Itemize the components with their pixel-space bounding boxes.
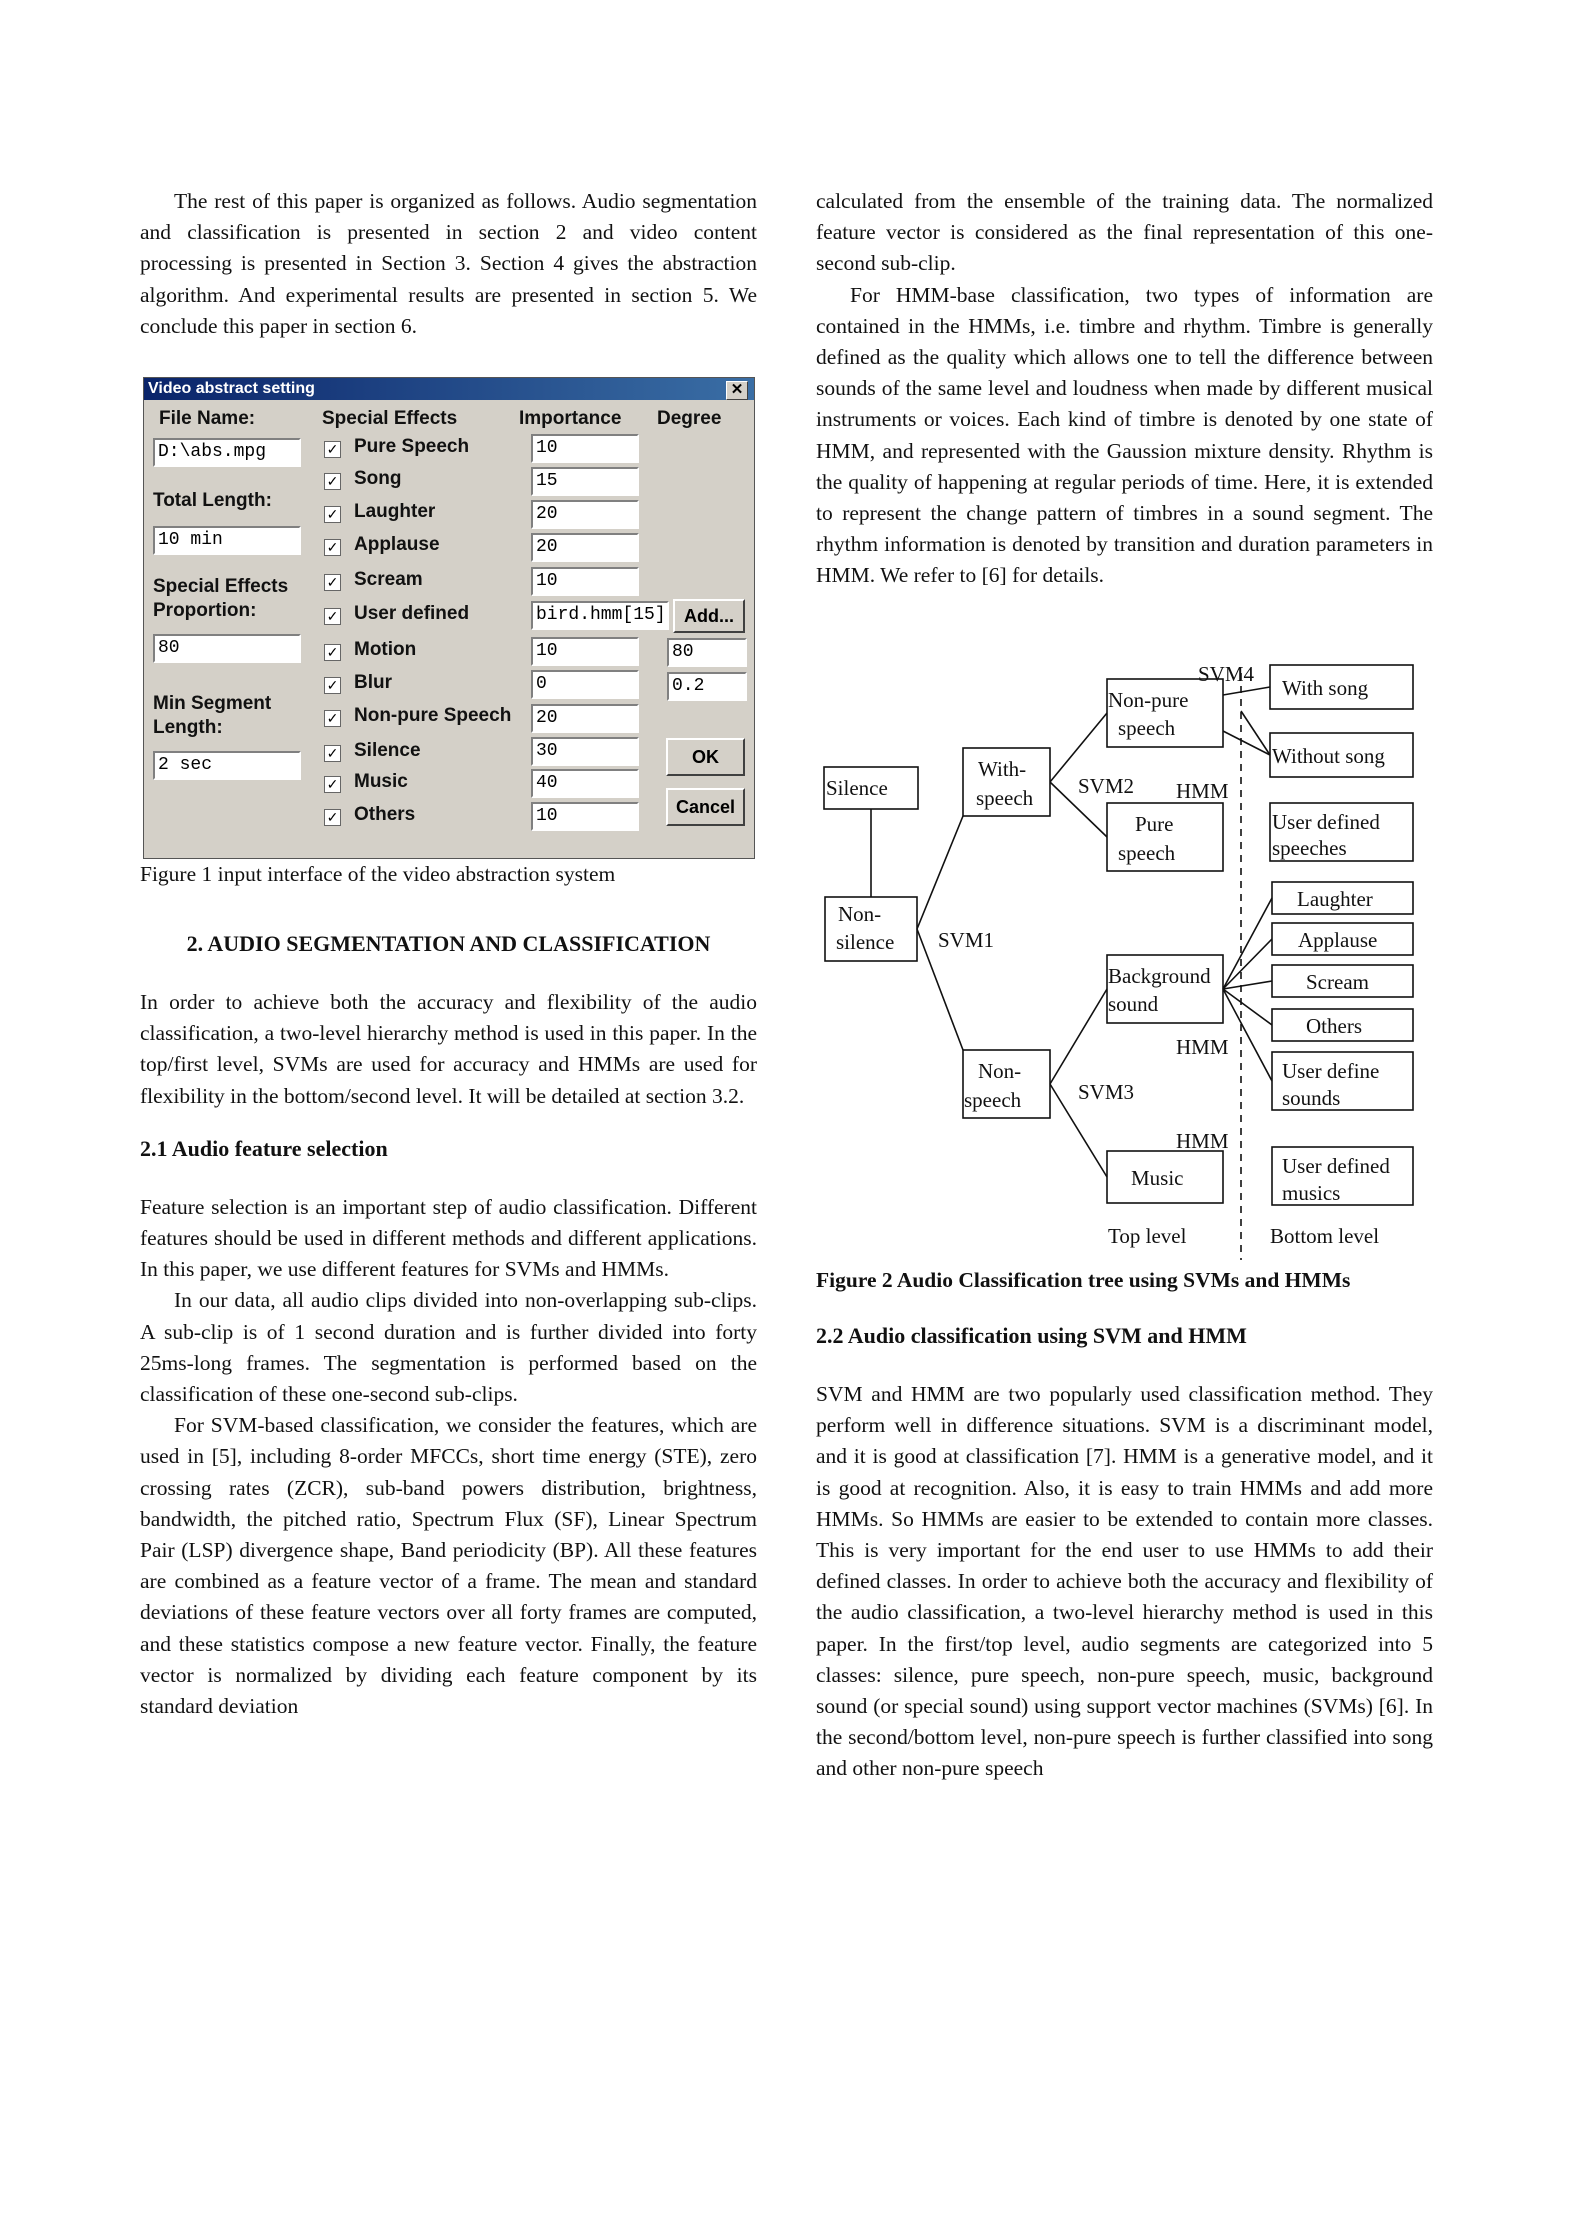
importance-field-pure-speech[interactable]: 10 bbox=[531, 434, 639, 463]
col-importance: Importance bbox=[519, 408, 622, 429]
label-silence: Silence bbox=[826, 776, 888, 800]
video-abstract-dialog bbox=[143, 377, 755, 859]
dialog-title: Video abstract setting bbox=[148, 380, 315, 397]
label-pure-1: Pure bbox=[1135, 812, 1174, 836]
importance-field-silence[interactable]: 30 bbox=[531, 737, 639, 766]
close-icon[interactable]: ✕ bbox=[726, 381, 748, 400]
total-length-field[interactable]: 10 min bbox=[153, 526, 301, 555]
label-background-1: Background bbox=[1108, 964, 1211, 988]
importance-field-applause[interactable]: 20 bbox=[531, 533, 639, 562]
edge-svm1-withspeech bbox=[917, 816, 963, 929]
label-scream: Scream bbox=[1306, 970, 1369, 994]
checkbox-others[interactable]: ✓ bbox=[324, 809, 341, 826]
checkbox-silence[interactable]: ✓ bbox=[324, 745, 341, 762]
label-with-song: With song bbox=[1282, 676, 1369, 700]
label-svm1: SVM1 bbox=[938, 928, 995, 952]
effect-label-laughter: Laughter bbox=[354, 501, 436, 522]
section2-paragraph: In order to achieve both the accuracy and flexibility of the audio classification, a two-level hierarchy method is used in this paper. In the top/first level, SVMs are used for accuracy and HMMs are used for flexibility in the bottom/second level. It will be detailed at section 3.2. bbox=[140, 990, 757, 1108]
label-nonpure-2: speech bbox=[1118, 716, 1176, 740]
importance-field-laughter[interactable]: 20 bbox=[531, 500, 639, 529]
checkbox-music[interactable]: ✓ bbox=[324, 776, 341, 793]
label-withspeech-1: With- bbox=[978, 757, 1027, 781]
right-paragraph-1: calculated from the ensemble of the training data. The normalized feature vector is considered as the final representation of this one-second sub-clip. bbox=[816, 189, 1433, 276]
intro-paragraph: The rest of this paper is organized as follows. Audio segmentation and classification is presented in section 2 and video content processing is presented in Section 3. Section 4 gives the abstraction algorithm. And experimental results are presented in section 5. We conclude this paper in section 6. bbox=[140, 189, 757, 338]
effect-label-user-defined: User defined bbox=[354, 603, 470, 624]
effect-label-others: Others bbox=[354, 804, 416, 825]
label-hmm-speech: HMM bbox=[1176, 779, 1229, 803]
label-svm3: SVM3 bbox=[1078, 1080, 1135, 1104]
label-nonspeech-1: Non- bbox=[978, 1059, 1022, 1083]
importance-field-non-pure-speech[interactable]: 20 bbox=[531, 704, 639, 733]
effect-label-scream: Scream bbox=[354, 569, 423, 590]
label-user-sounds-1: User define bbox=[1282, 1059, 1380, 1083]
label-applause: Applause bbox=[1298, 928, 1378, 952]
label-nonspeech-2: speech bbox=[964, 1088, 1022, 1112]
importance-field-music[interactable]: 40 bbox=[531, 769, 639, 798]
importance-field-others[interactable]: 10 bbox=[531, 802, 639, 831]
label-user-speeches-2: speeches bbox=[1272, 836, 1347, 860]
section21-paragraph-2: In our data, all audio clips divided into non-overlapping sub-clips. A sub-clip is of 1 second duration and is further divided into forty 25ms-long frames. The segmentation is performed based on the classification of these one-second sub-clips. bbox=[140, 1288, 757, 1407]
audio-classification-tree bbox=[816, 655, 1436, 1260]
special-effects-proportion-label-2: Proportion: bbox=[153, 600, 257, 621]
checkbox-song[interactable]: ✓ bbox=[324, 473, 341, 490]
importance-field-song[interactable]: 15 bbox=[531, 467, 639, 496]
effect-label-non-pure-speech: Non-pure Speech bbox=[354, 705, 512, 726]
effect-label-pure-speech: Pure Speech bbox=[354, 436, 470, 457]
file-name-label: File Name: bbox=[159, 408, 256, 429]
importance-field-user-defined[interactable]: bird.hmm[15] bbox=[531, 601, 669, 630]
checkbox-pure-speech[interactable]: ✓ bbox=[324, 441, 341, 458]
label-nonpure-1: Non-pure bbox=[1108, 688, 1189, 712]
left-column-lower bbox=[140, 862, 757, 1722]
total-length-label: Total Length: bbox=[153, 490, 272, 511]
effect-label-song: Song bbox=[354, 468, 402, 489]
right-paragraph-2: For HMM-base classification, two types of information are contained in the HMMs, i.e. timbre and rhythm. Timbre is generally defined as the quality which allows one to tell the difference between sounds of the same level and loudness when made by different musical instruments or voices. Each kind of timbre is denoted by one state of HMM, and represented with the Gaussion mixture density. Rhythm is the quality of happening at regular periods of time. Here, it is extended to represent the change pattern of timbres in a sound segment. The rhythm information is denoted by transition and duration parameters in HMM. We refer to [6] for details. bbox=[816, 282, 1433, 588]
label-laughter: Laughter bbox=[1297, 887, 1373, 911]
cancel-button[interactable]: Cancel bbox=[666, 788, 745, 826]
importance-field-blur[interactable]: 0 bbox=[531, 670, 639, 699]
section21-paragraph-1: Feature selection is an important step of audio classification. Different features should be used in different methods and different applications. In this paper, we use different features for SVMs and HMMs. bbox=[140, 1194, 757, 1282]
checkbox-laughter[interactable]: ✓ bbox=[324, 506, 341, 523]
effect-label-motion: Motion bbox=[354, 639, 417, 660]
effect-label-silence: Silence bbox=[354, 740, 421, 761]
right-column-lower bbox=[816, 1268, 1433, 1785]
checkbox-non-pure-speech[interactable]: ✓ bbox=[324, 710, 341, 727]
effect-label-blur: Blur bbox=[354, 672, 392, 693]
figure2-caption: Figure 2 Audio Classification tree using SVMs and HMMs bbox=[816, 1268, 1351, 1292]
checkbox-blur[interactable]: ✓ bbox=[324, 677, 341, 694]
edge-user-sounds bbox=[1223, 989, 1272, 1081]
edge-svm2-nonpure bbox=[1050, 713, 1107, 782]
label-background-2: sound bbox=[1108, 992, 1159, 1016]
label-nonsilence-1: Non- bbox=[838, 902, 882, 926]
label-top-level: Top level bbox=[1108, 1224, 1187, 1248]
section21-paragraph-3: For SVM-based classification, we consider the features, which are used in [5], including 8-order MFCCs, short time energy (STE), zero crossing rates (ZCR), sub-band powers distribution, brightness, bandwidth, the pitched ratio, Spectrum Flux (SF), Linear Spectrum Pair (LSP) divergence shape, Band periodicity (BP). All these features are combined as a feature vector of a frame. The mean and standard deviations of these feature vectors over all forty frames are computed, and these statistics compose a new feature vector. Finally, the feature vector is normalized by dividing each feature component by its standard deviation bbox=[140, 1413, 757, 1719]
checkbox-motion[interactable]: ✓ bbox=[324, 644, 341, 661]
label-user-musics-1: User defined bbox=[1282, 1154, 1390, 1178]
label-music: Music bbox=[1131, 1166, 1184, 1190]
file-name-field[interactable]: D:\abs.mpg bbox=[153, 438, 301, 467]
min-segment-label: Min Segment bbox=[153, 693, 272, 714]
section22-paragraph: SVM and HMM are two popularly used classification method. They perform well in difference situations. SVM is a discriminant model, and it is good at classification [7]. HMM is a generative model, and it is good at recognition. Also, it is easy to train HMMs and add more HMMs. So HMMs are easier to be extended to contain more classes. This is very important for the end user to use HMMs to add their defined classes. In order to achieve both the accuracy and flexibility of the audio classification, a two-level hierarchy method is used in this paper. In the first/top level, audio segments are categorized into 5 classes: silence, pure speech, non-pure speech, music, background sound (or special sound) using support vector machines (SVMs) [6]. In the second/bottom level, non-pure speech is further classified into song and other non-pure speech bbox=[816, 1382, 1433, 1781]
importance-field-motion[interactable]: 10 bbox=[531, 637, 639, 666]
label-others: Others bbox=[1306, 1014, 1362, 1038]
degree-field-blur[interactable]: 0.2 bbox=[667, 672, 747, 701]
label-bottom-level: Bottom level bbox=[1270, 1224, 1380, 1248]
col-degree: Degree bbox=[657, 408, 722, 429]
section21-heading: 2.1 Audio feature selection bbox=[140, 1135, 388, 1161]
label-user-speeches-1: User defined bbox=[1272, 810, 1380, 834]
section2-heading: 2. AUDIO SEGMENTATION AND CLASSIFICATION bbox=[186, 931, 711, 956]
add-button[interactable]: Add... bbox=[673, 599, 745, 633]
right-column bbox=[816, 186, 1433, 592]
checkbox-applause[interactable]: ✓ bbox=[324, 539, 341, 556]
label-without-song: Without song bbox=[1272, 744, 1385, 768]
label-user-musics-2: musics bbox=[1282, 1181, 1341, 1205]
checkbox-user-defined[interactable]: ✓ bbox=[324, 608, 341, 625]
special-effects-proportion-field[interactable]: 80 bbox=[153, 634, 301, 663]
edge-laughter bbox=[1223, 898, 1272, 989]
edge-with-song bbox=[1223, 687, 1270, 695]
effect-label-music: Music bbox=[354, 771, 408, 792]
special-effects-proportion-label: Special Effects bbox=[153, 576, 289, 597]
min-segment-label-2: Length: bbox=[153, 717, 223, 738]
effect-label-applause: Applause bbox=[354, 534, 440, 555]
label-hmm-sound: HMM bbox=[1176, 1035, 1229, 1059]
edge-svm3-background bbox=[1050, 989, 1107, 1084]
min-segment-field[interactable]: 2 sec bbox=[153, 751, 301, 780]
importance-field-scream[interactable]: 10 bbox=[531, 567, 639, 596]
left-column bbox=[140, 186, 757, 342]
label-user-sounds-2: sounds bbox=[1282, 1086, 1341, 1110]
label-svm2: SVM2 bbox=[1078, 774, 1135, 798]
label-pure-2: speech bbox=[1118, 841, 1176, 865]
label-hmm-music: HMM bbox=[1176, 1129, 1229, 1153]
section22-heading: 2.2 Audio classification using SVM and HMM bbox=[816, 1323, 1247, 1348]
degree-field-motion[interactable]: 80 bbox=[667, 638, 747, 667]
label-withspeech-2: speech bbox=[976, 786, 1034, 810]
ok-button[interactable]: OK bbox=[666, 738, 745, 776]
dialog-titlebar bbox=[144, 378, 754, 400]
checkbox-scream[interactable]: ✓ bbox=[324, 574, 341, 591]
figure1-caption: Figure 1 input interface of the video abstraction system bbox=[140, 862, 616, 886]
label-svm4: SVM4 bbox=[1198, 662, 1255, 686]
edge-others bbox=[1223, 989, 1272, 1025]
label-nonsilence-2: silence bbox=[836, 930, 895, 954]
col-special-effects: Special Effects bbox=[322, 408, 458, 429]
